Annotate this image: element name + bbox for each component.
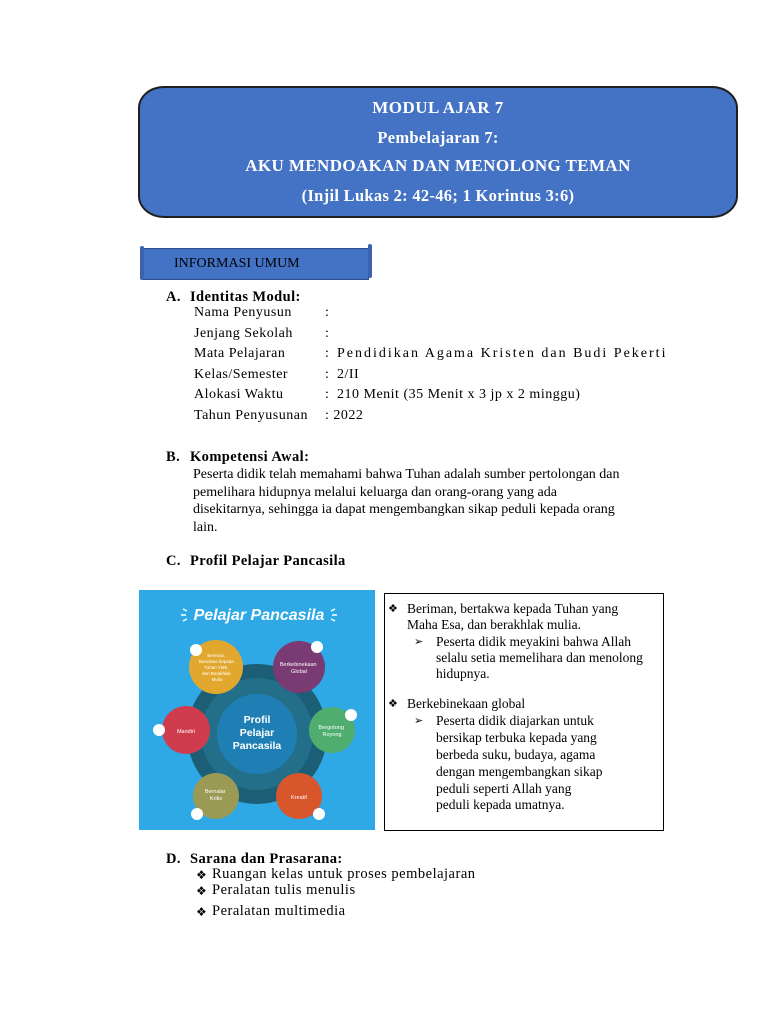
identity-sep: :: [325, 408, 330, 423]
petal-text: Global: [291, 669, 307, 675]
arrow-bullet-icon: ➢: [414, 714, 424, 727]
paragraph-line: lain.: [193, 519, 218, 535]
section-b-heading: [166, 449, 309, 466]
petal-text: Bernalar: [204, 789, 226, 795]
profile-subpoint: Peserta didik meyakini bahwa Allah: [436, 634, 631, 649]
poster-title: Pelajar Pancasila: [193, 607, 325, 624]
diamond-bullet-icon: ❖: [196, 884, 207, 898]
facility-item: Ruangan kelas untuk proses pembelajaran: [212, 866, 476, 882]
svg-text:Bergotong Royong: [319, 725, 346, 738]
profile-subpoint: dengan mengembangkan sikap: [436, 764, 603, 779]
section-c-title: Profil Pelajar Pancasila: [190, 553, 346, 569]
info-section-tag: [143, 248, 369, 280]
info-section-label: INFORMASI UMUM: [174, 256, 300, 271]
globe-icon: [311, 641, 323, 653]
section-d-letter: D.: [166, 851, 181, 867]
handshake-icon: [345, 709, 357, 721]
identity-sep: :: [325, 387, 330, 402]
petal-text: Kritis: [209, 796, 223, 802]
pancasila-profile-poster: [139, 590, 375, 830]
profile-point: Maha Esa, dan berakhlak mulia.: [407, 617, 581, 632]
profile-description-box: [384, 593, 664, 831]
identity-sep: :: [325, 305, 330, 320]
puzzle-icon: [191, 808, 203, 820]
identity-row: [194, 305, 337, 321]
center-text: Pancasila: [232, 740, 282, 752]
identity-row: [194, 326, 337, 342]
petal-text: Royong: [322, 732, 342, 738]
profile-subpoint: peduli seperti Allah yang: [436, 781, 572, 796]
petal-text: Bergotong: [318, 725, 344, 731]
poster-graphic: [139, 590, 375, 830]
identity-row: [194, 408, 363, 424]
petal-text: Mandiri: [176, 729, 196, 735]
petal-text: Bertakwa kepada: [198, 659, 234, 664]
identity-value: 210 Menit (35 Menit x 3 jp x 2 minggu): [337, 387, 581, 402]
identity-key: Alokasi Waktu: [194, 387, 284, 402]
identity-sep: :: [325, 326, 330, 341]
person-icon: [153, 724, 165, 736]
diamond-bullet-icon: ❖: [196, 868, 207, 882]
petal-text: Berkebinekaan: [279, 662, 317, 668]
facility-item: Peralatan tulis menulis: [212, 882, 356, 898]
profile-point: Berkebinekaan global: [407, 696, 526, 711]
identity-key: Mata Pelajaran: [194, 346, 286, 361]
paragraph-line: pemelihara hidupnya melalui keluarga dan orang-orang yang ada: [193, 484, 557, 500]
lesson-number: Pembelajaran 7:: [377, 128, 499, 147]
petal-text: Beriman,: [207, 653, 226, 658]
identity-key: Nama Penyusun: [194, 305, 292, 320]
petal-text: Mulia: [211, 677, 223, 682]
profile-subpoint: selalu setia memelihara dan menolong: [436, 650, 643, 665]
profile-subpoint: hidupnya.: [436, 666, 490, 681]
identity-value: Pendidikan Agama Kristen dan Budi Pekerti: [337, 346, 668, 361]
section-a-heading: [166, 289, 301, 306]
section-b-letter: B.: [166, 449, 181, 465]
lesson-title: AKU MENDOAKAN DAN MENOLONG TEMAN: [245, 156, 631, 175]
praying-icon: [190, 644, 202, 656]
paragraph-line: Peserta didik telah memahami bahwa Tuhan adalah sumber pertolongan dan: [193, 467, 620, 482]
petal-text: Kreatif: [291, 795, 307, 801]
facility-item: Peralatan multimedia: [212, 903, 346, 919]
section-c-heading: [166, 553, 346, 570]
identity-key: Jenjang Sekolah: [194, 326, 293, 341]
identity-sep: :: [325, 367, 330, 382]
identity-row: [194, 387, 580, 403]
section-d-title: Sarana dan Prasarana:: [190, 851, 343, 867]
scripture-reference: (Injil Lukas 2: 42-46; 1 Korintus 3:6): [301, 186, 575, 205]
section-b-title: Kompetensi Awal:: [190, 449, 310, 465]
diamond-bullet-icon: ❖: [196, 905, 207, 919]
petal-text: Tuhan YME,: [203, 665, 229, 670]
section-a-letter: A.: [166, 289, 181, 305]
paragraph-line: disekitarnya, sehingga ia dapat mengembangkan sikap peduli kepada orang: [193, 502, 615, 517]
profile-subpoint: Peserta didik diajarkan untuk: [436, 713, 594, 728]
section-c-letter: C.: [166, 553, 181, 569]
identity-value: 2022: [333, 408, 364, 423]
identity-value: 2/II: [337, 367, 360, 382]
lightbulb-icon: [313, 808, 325, 820]
identity-row: [194, 346, 667, 362]
profile-subpoint: bersikap terbuka kepada yang: [436, 730, 597, 745]
profile-subpoint: berbeda suku, budaya, agama: [436, 747, 596, 762]
section-a-title: Identitas Modul:: [190, 289, 301, 305]
initial-competence-paragraph: [193, 466, 673, 536]
identity-key: Tahun Penyusunan: [194, 408, 308, 423]
identity-key: Kelas/Semester: [194, 367, 289, 382]
profile-subpoint: peduli kepada umatnya.: [436, 797, 565, 812]
arrow-bullet-icon: ➢: [414, 635, 424, 648]
diamond-bullet-icon: ❖: [388, 697, 398, 710]
module-number: MODUL AJAR 7: [372, 98, 504, 117]
petal-text: dan Berakhlak: [201, 671, 231, 676]
center-text: Pelajar: [239, 727, 275, 739]
center-text: Profil: [243, 714, 271, 726]
profile-point: Beriman, bertakwa kepada Tuhan yang: [407, 601, 619, 616]
module-title-banner: [138, 86, 738, 218]
identity-sep: :: [325, 346, 330, 361]
diamond-bullet-icon: ❖: [388, 602, 398, 615]
identity-row: [194, 367, 359, 383]
